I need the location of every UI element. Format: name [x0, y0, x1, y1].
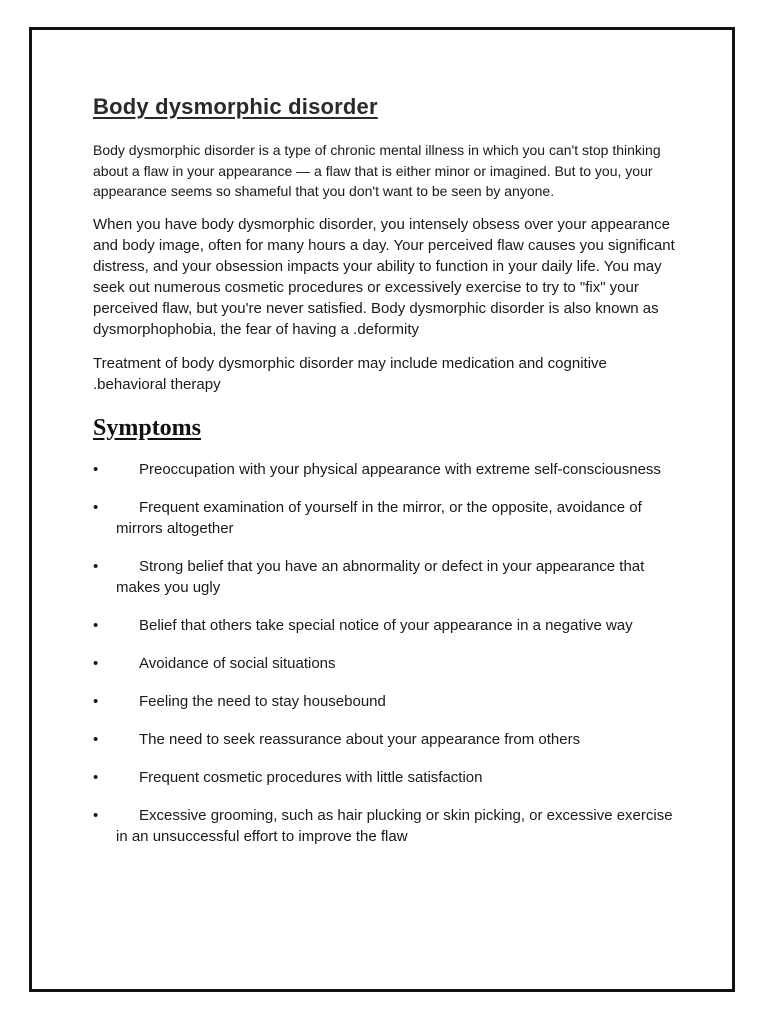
- bullet-icon: •: [93, 616, 99, 634]
- symptom-text: Feeling the need to stay housebound: [139, 692, 386, 710]
- symptom-item: [93, 729, 683, 750]
- symptom-item: [93, 615, 683, 636]
- symptom-item: [93, 653, 683, 674]
- symptom-text: Excessive grooming, such as hair plucking or skin picking, or excessive exercise in an unsuccessful effort to improve the flaw: [116, 806, 673, 845]
- bullet-icon: •: [93, 557, 99, 575]
- body-paragraph: Treatment of body dysmorphic disorder may include medication and cognitive .behavioral therapy: [93, 354, 607, 393]
- bullet-icon: •: [93, 692, 99, 710]
- symptom-item: [93, 556, 683, 598]
- symptoms-heading: Symptoms: [93, 414, 202, 441]
- symptom-item: [93, 691, 683, 712]
- document-title: [93, 92, 683, 122]
- symptom-item: [93, 497, 683, 539]
- bullet-icon: •: [93, 730, 99, 748]
- symptom-item: [93, 805, 683, 847]
- symptom-item: [93, 767, 683, 788]
- symptom-text: Preoccupation with your physical appearance with extreme self-consciousness: [139, 460, 661, 478]
- symptom-text: Avoidance of social situations: [139, 654, 336, 672]
- bullet-icon: •: [93, 460, 99, 478]
- symptoms-list: [93, 459, 683, 847]
- symptom-text: Strong belief that you have an abnormality or defect in your appearance that makes you ugly: [116, 557, 645, 596]
- bullet-icon: •: [93, 654, 99, 672]
- bullet-icon: •: [93, 768, 99, 786]
- document-content: [93, 92, 683, 864]
- intro-paragraph: Body dysmorphic disorder is a type of chronic mental illness in which you can't stop thinking about a flaw in your appearance — a flaw that is either minor or imagined. But to you, your appearance seems so shameful that you don't want to be seen by anyone.: [93, 142, 661, 199]
- bullet-icon: •: [93, 498, 99, 516]
- symptom-text: The need to seek reassurance about your appearance from others: [139, 730, 581, 748]
- document-title-text: Body dysmorphic disorder: [93, 94, 378, 119]
- symptom-text: Belief that others take special notice of your appearance in a negative way: [139, 616, 633, 634]
- symptom-text: Frequent examination of yourself in the mirror, or the opposite, avoidance of mirrors altogether: [116, 498, 642, 537]
- bullet-icon: •: [93, 806, 99, 824]
- symptom-item: [93, 459, 683, 480]
- symptom-text: Frequent cosmetic procedures with little satisfaction: [139, 768, 483, 786]
- body-paragraph: When you have body dysmorphic disorder, you intensely obsess over your appearance and body image, often for many hours a day. Your perceived flaw causes you significant distress, and your obsession impacts your ability to function in your daily life. You may seek out numerous cosmetic procedures or excessively exercise to try to "fix" your perceived flaw, but you're never satisfied. Body dysmorphic disorder is also known as dysmorphophobia, the fear of having a .deformity: [93, 215, 675, 338]
